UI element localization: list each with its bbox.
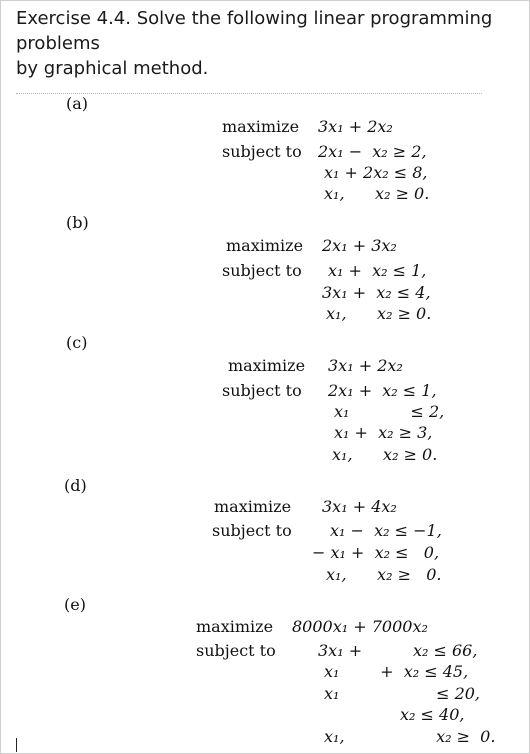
problem-e-subject-to: subject to bbox=[196, 641, 276, 660]
problem-c-constraint-4: x₁, x₂ ≥ 0. bbox=[332, 445, 438, 464]
exercise-header bbox=[16, 6, 516, 81]
problem-e-objective: 8000x₁ + 7000x₂ bbox=[292, 617, 428, 636]
problem-d-label: (d) bbox=[64, 476, 87, 495]
problem-e-maximize: maximize bbox=[196, 617, 274, 636]
problem-d-constraint-3: x₁, x₂ ≥ 0. bbox=[326, 565, 442, 584]
problem-a-subject-to: subject to bbox=[222, 142, 302, 161]
problem-b-objective: 2x₁ + 3x₂ bbox=[322, 236, 397, 255]
problem-b-constraint-2: 3x₁ + x₂ ≤ 4, bbox=[322, 283, 431, 302]
problem-e-constraint-5: x₁, x₂ ≥ 0. bbox=[324, 727, 496, 746]
problem-a-label: (a) bbox=[66, 94, 89, 113]
header-line-2: problems bbox=[16, 33, 100, 54]
text-cursor bbox=[16, 738, 17, 752]
problem-c-constraint-2: x₁ ≤ 2, bbox=[334, 402, 445, 421]
problem-a-constraint-2: x₁ + 2x₂ ≤ 8, bbox=[324, 163, 428, 182]
problem-c-constraint-3: x₁ + x₂ ≥ 3, bbox=[334, 423, 433, 442]
problem-e-constraint-4: x₂ ≤ 40, bbox=[400, 705, 465, 724]
header-line-1: Exercise 4.4. Solve the following linear programming bbox=[16, 8, 493, 29]
problem-c-subject-to: subject to bbox=[222, 381, 302, 400]
problem-e-constraint-2: x₁ + x₂ ≤ 45, bbox=[324, 662, 469, 681]
problem-a-objective: 3x₁ + 2x₂ bbox=[318, 117, 393, 136]
problem-a-constraint-3: x₁, x₂ ≥ 0. bbox=[324, 184, 430, 203]
problem-d-subject-to: subject to bbox=[212, 521, 292, 540]
problem-c-constraint-1: 2x₁ + x₂ ≤ 1, bbox=[328, 381, 437, 400]
problem-d-objective: 3x₁ + 4x₂ bbox=[322, 497, 397, 516]
problem-a-constraint-1: 2x₁ − x₂ ≥ 2, bbox=[318, 142, 427, 161]
problem-b-label: (b) bbox=[66, 213, 89, 232]
problem-b-maximize: maximize bbox=[226, 236, 304, 255]
problem-d-maximize: maximize bbox=[214, 497, 292, 516]
problem-b-subject-to: subject to bbox=[222, 261, 302, 280]
problem-c-maximize: maximize bbox=[228, 356, 306, 375]
problem-c-label: (c) bbox=[66, 333, 88, 352]
problem-a-maximize: maximize bbox=[222, 117, 300, 136]
problem-b-constraint-3: x₁, x₂ ≥ 0. bbox=[326, 304, 432, 323]
problem-e-constraint-3: x₁ ≤ 20, bbox=[324, 684, 481, 703]
problem-e-label: (e) bbox=[64, 595, 86, 614]
problem-d-constraint-2: − x₁ + x₂ ≤ 0, bbox=[312, 543, 440, 562]
problem-e-constraint-1: 3x₁ + x₂ ≤ 66, bbox=[318, 641, 478, 660]
problem-c-objective: 3x₁ + 2x₂ bbox=[328, 356, 403, 375]
problem-d-constraint-1: x₁ − x₂ ≤ −1, bbox=[330, 521, 442, 540]
problem-b-constraint-1: x₁ + x₂ ≤ 1, bbox=[328, 261, 427, 280]
header-line-3: by graphical method. bbox=[16, 58, 209, 79]
